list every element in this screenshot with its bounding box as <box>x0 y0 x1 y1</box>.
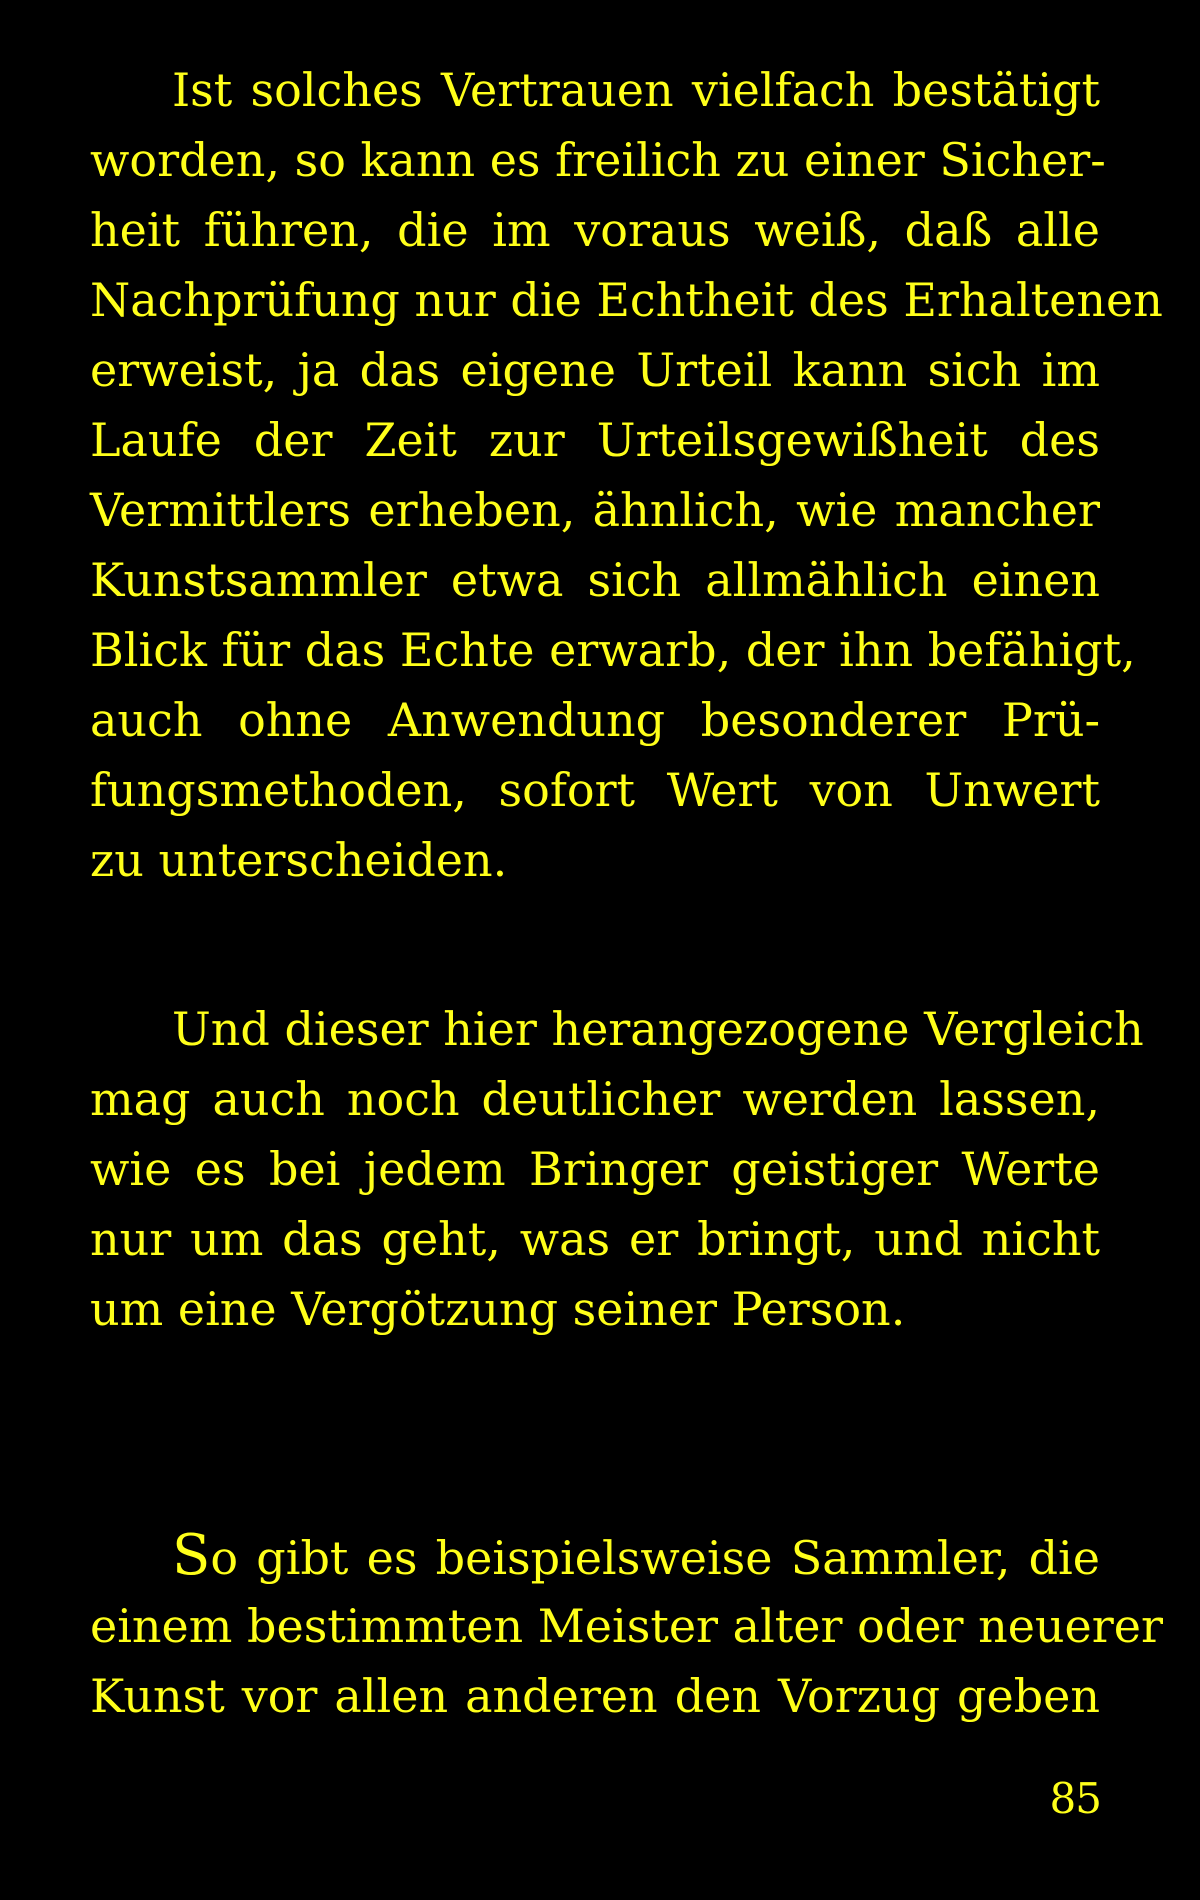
text-line: Vermittlers erheben, ähnlich, wie mancher <box>90 483 1100 537</box>
text-line: mag auch noch deutlicher werden lassen, <box>90 1072 1100 1126</box>
paragraph-3 <box>90 1521 1163 1731</box>
text-line: nur um das geht, was er bringt, und nicht <box>90 1212 1100 1266</box>
text-line: Nachprüfung nur die Echtheit des Erhaltenen <box>90 273 1163 327</box>
text-line: fungsmethoden, sofort Wert von Unwert <box>90 763 1100 817</box>
text-line: Ist solches Vertrauen vielfach bestätigt <box>172 63 1100 117</box>
text-line: auch ohne Anwendung besonderer Prü- <box>90 693 1100 747</box>
text-line-rest: o gibt es beispielsweise Sammler, die <box>210 1531 1100 1585</box>
text-line: heit führen, die im voraus weiß, daß alle <box>90 203 1100 257</box>
text-line: Kunst vor allen anderen den Vorzug geben <box>90 1669 1100 1723</box>
text-line: Kunstsammler etwa sich allmählich einen <box>90 553 1100 607</box>
text-line <box>90 1521 1100 1591</box>
text-line: Und dieser hier herangezogene Vergleich <box>172 1002 1144 1056</box>
initial-letter: S <box>172 1523 211 1588</box>
text-line: um eine Vergötzung seiner Person. <box>90 1282 906 1336</box>
text-line: worden, so kann es freilich zu einer Sicher- <box>90 133 1106 187</box>
page-number: 85 <box>1049 1774 1101 1823</box>
text-line: Laufe der Zeit zur Urteilsgewißheit des <box>90 413 1100 467</box>
paragraph-2 <box>90 994 1144 1344</box>
text-line: zu unterscheiden. <box>90 833 508 887</box>
text-line: Blick für das Echte erwarb, der ihn befähigt, <box>90 623 1136 677</box>
paragraph-1 <box>90 55 1163 895</box>
text-line: einem bestimmten Meister alter oder neuerer <box>90 1599 1163 1653</box>
text-line: erweist, ja das eigene Urteil kann sich im <box>90 343 1100 397</box>
text-line: wie es bei jedem Bringer geistiger Werte <box>90 1142 1100 1196</box>
